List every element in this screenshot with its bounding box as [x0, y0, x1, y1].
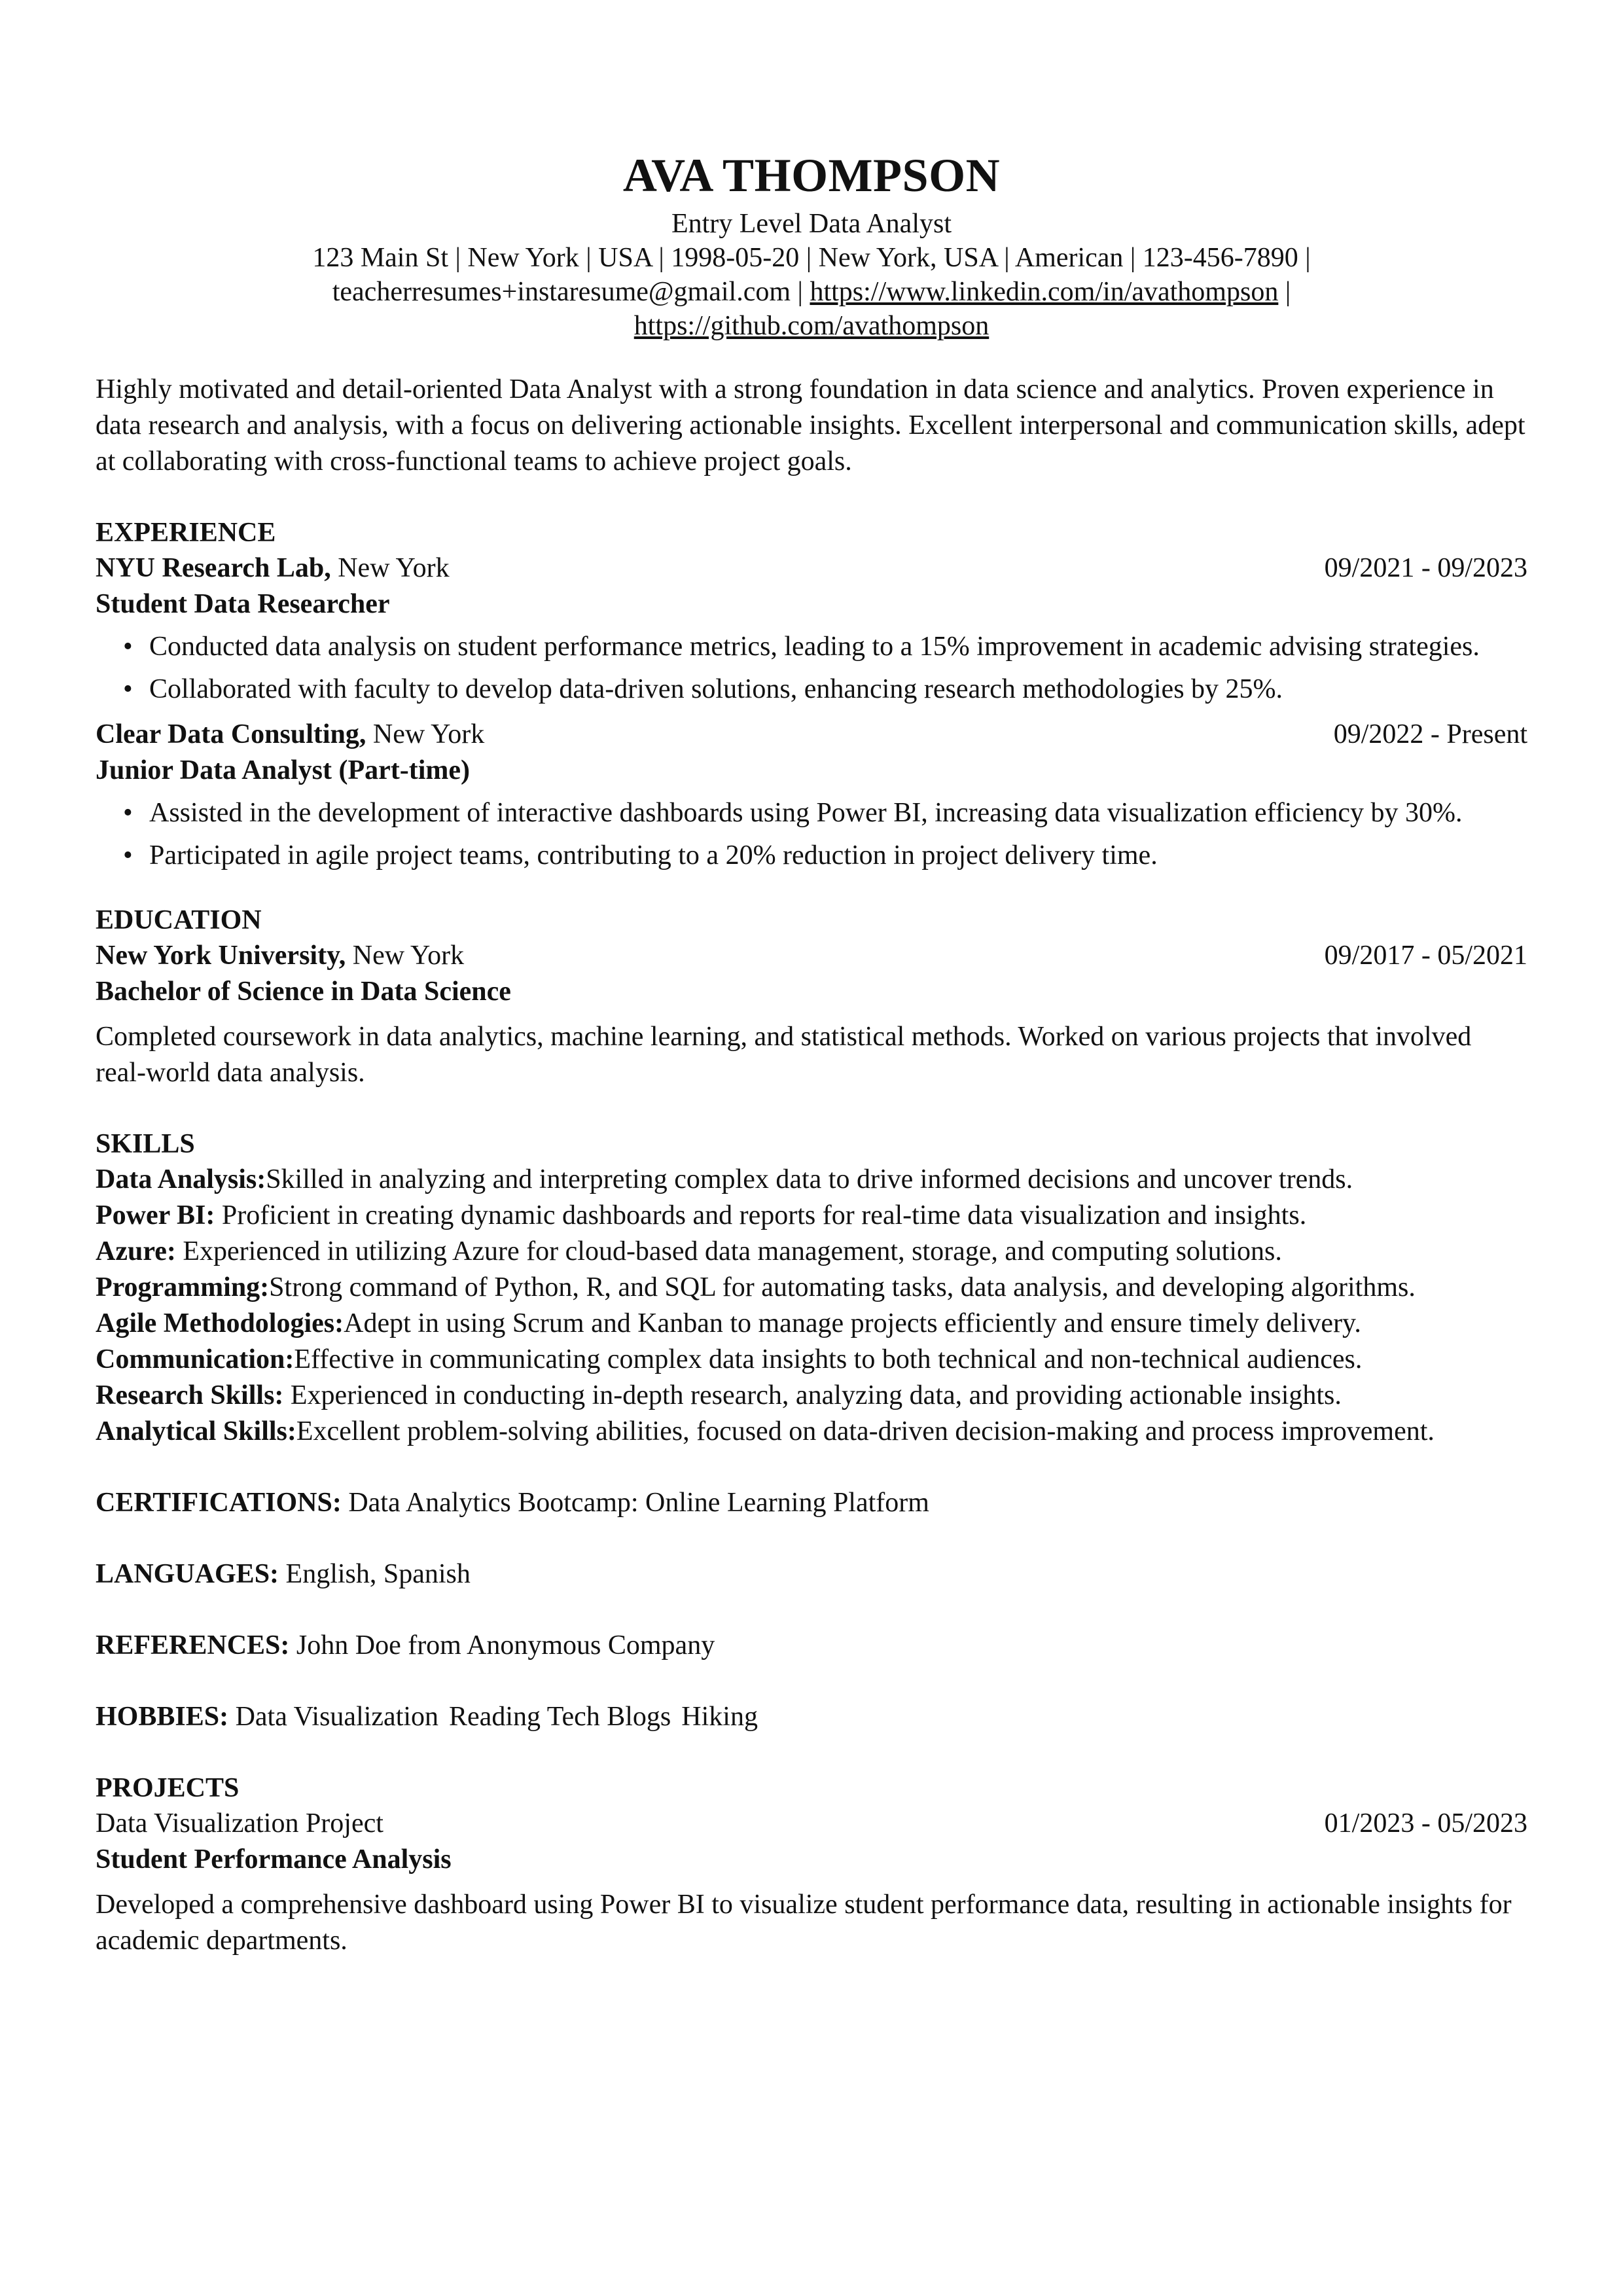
- professional-summary: Highly motivated and detail-oriented Data Analyst with a strong foundation in data science and analytics. Proven experience in data research and analysis, with a focus on delivering actionable insights. Excellent interpersonal and communication skills, adept at collaborating with cross-functional teams to achieve project goals.: [96, 374, 1525, 476]
- role-title: Junior Data Analyst (Part-time): [96, 755, 470, 785]
- bullet-item: [96, 795, 1527, 831]
- references-heading: REFERENCES:: [96, 1630, 290, 1660]
- hobby-item: Reading Tech Blogs: [449, 1702, 671, 1732]
- linkedin-link[interactable]: https://www.linkedin.com/in/avathompson: [810, 277, 1279, 307]
- skill-name: Research Skills:: [96, 1380, 284, 1410]
- skill-name: Azure:: [96, 1236, 176, 1266]
- project-name: Data Visualization Project: [96, 1808, 383, 1839]
- skill-description: Strong command of Python, R, and SQL for automating tasks, data analysis, and developing algorithms.: [269, 1272, 1416, 1302]
- skill-name: Data Analysis:: [96, 1164, 266, 1194]
- github-line: [96, 309, 1527, 343]
- bullet-item: [96, 838, 1527, 874]
- projects-heading: PROJECTS: [96, 1773, 240, 1803]
- experience-entry: [96, 717, 1527, 874]
- education-heading: EDUCATION: [96, 905, 262, 935]
- bullet-dot-icon: •: [123, 632, 133, 662]
- skill-name: Analytical Skills:: [96, 1416, 296, 1446]
- skills-list: [96, 1162, 1527, 1450]
- languages-value: English, Spanish: [279, 1559, 471, 1589]
- location: New York: [330, 553, 450, 583]
- org-name: Clear Data Consulting,: [96, 719, 366, 749]
- skill-description: Excellent problem-solving abilities, focused on data-driven decision-making and process improvement.: [296, 1416, 1435, 1446]
- contact-links: [96, 275, 1527, 309]
- skill-description: Proficient in creating dynamic dashboards and reports for real-time data visualization and insights.: [215, 1200, 1307, 1230]
- hobbies-section: [96, 1699, 1527, 1735]
- experience-entry: [96, 550, 1527, 708]
- skill-item: [96, 1234, 1623, 1270]
- date-range: 09/2022 - Present: [1333, 719, 1527, 749]
- project-subtitle: Student Performance Analysis: [96, 1844, 452, 1874]
- school-name: New York University,: [96, 941, 346, 971]
- bullet-list: [96, 629, 1527, 708]
- date-range: 09/2021 - 09/2023: [1324, 553, 1527, 583]
- hobby-item: Hiking: [681, 1702, 758, 1732]
- certifications-heading: CERTIFICATIONS:: [96, 1488, 342, 1518]
- separator: |: [791, 277, 810, 307]
- bullet-text: Participated in agile project teams, contributing to a 20% reduction in project delivery time.: [149, 840, 1158, 870]
- skill-name: Agile Methodologies:: [96, 1308, 344, 1338]
- hobbies-heading: HOBBIES:: [96, 1702, 229, 1732]
- location: New York: [346, 941, 465, 971]
- role-title: Student Data Researcher: [96, 589, 390, 619]
- languages-section: [96, 1556, 1527, 1592]
- org-name: NYU Research Lab,: [96, 553, 331, 583]
- skill-description: Adept in using Scrum and Kanban to manage projects efficiently and ensure timely delivery.: [344, 1308, 1361, 1338]
- org-location: [96, 938, 464, 974]
- email-text: teacherresumes+instaresume@gmail.com: [332, 277, 791, 307]
- education-description: Completed coursework in data analytics, machine learning, and statistical methods. Worked on various projects that involved real-world data analysis.: [96, 1022, 1472, 1088]
- entry-header-row: [96, 550, 1527, 586]
- references-value: John Doe from Anonymous Company: [289, 1630, 715, 1660]
- github-link[interactable]: https://github.com/avathompson: [633, 311, 990, 341]
- bullet-dot-icon: •: [123, 674, 133, 704]
- bullet-text: Conducted data analysis on student performance metrics, leading to a 15% improvement in academic advising strategies.: [149, 632, 1480, 662]
- bullet-text: Collaborated with faculty to develop data-driven solutions, enhancing research methodologies by 25%.: [149, 674, 1283, 704]
- skill-item: [96, 1342, 1623, 1378]
- project-header-row: [96, 1806, 1527, 1842]
- skill-name: Communication:: [96, 1344, 294, 1374]
- references-section: [96, 1628, 1527, 1664]
- bullet-item: [96, 672, 1527, 708]
- separator: |: [1278, 277, 1291, 307]
- contact-line: 123 Main St | New York | USA | 1998-05-20 | New York, USA | American | 123-456-7890 |: [312, 243, 1311, 273]
- skill-item: [96, 1162, 1623, 1198]
- date-range: 09/2017 - 05/2021: [1324, 941, 1527, 971]
- skill-name: Programming:: [96, 1272, 270, 1302]
- certifications-value: Data Analytics Bootcamp: Online Learning Platform: [341, 1488, 929, 1518]
- bullet-dot-icon: •: [123, 840, 133, 870]
- date-range: 01/2023 - 05/2023: [1324, 1808, 1527, 1839]
- degree-title: Bachelor of Science in Data Science: [96, 977, 511, 1007]
- skill-description: Effective in communicating complex data insights to both technical and non-technical audiences.: [294, 1344, 1363, 1374]
- resume-page: [96, 144, 1527, 1959]
- experience-heading: EXPERIENCE: [96, 518, 276, 548]
- skill-item: [96, 1198, 1623, 1234]
- bullet-dot-icon: •: [123, 798, 133, 828]
- bullet-list: [96, 795, 1527, 874]
- bullet-text: Assisted in the development of interactive dashboards using Power BI, increasing data visualization efficiency by 30%.: [149, 798, 1463, 828]
- org-location: [96, 717, 484, 753]
- skill-item: [96, 1414, 1623, 1450]
- languages-heading: LANGUAGES:: [96, 1559, 279, 1589]
- skill-item: [96, 1378, 1623, 1414]
- org-location: [96, 550, 450, 586]
- job-title: Entry Level Data Analyst: [671, 209, 952, 239]
- skill-description: Experienced in conducting in-depth research, analyzing data, and providing actionable insights.: [283, 1380, 1342, 1410]
- project-description: Developed a comprehensive dashboard using Power BI to visualize student performance data, resulting in actionable insights for academic departments.: [96, 1890, 1512, 1956]
- entry-header-row: [96, 717, 1527, 753]
- resume-header: [96, 144, 1527, 343]
- skill-description: Skilled in analyzing and interpreting complex data to drive informed decisions and uncover trends.: [266, 1164, 1353, 1194]
- education-header-row: [96, 938, 1527, 974]
- skill-item: [96, 1270, 1623, 1306]
- location: New York: [366, 719, 485, 749]
- skill-item: [96, 1306, 1623, 1342]
- certifications-section: [96, 1485, 1527, 1521]
- bullet-item: [96, 629, 1527, 665]
- hobby-item: Data Visualization: [235, 1702, 439, 1732]
- skill-name: Power BI:: [96, 1200, 215, 1230]
- skill-description: Experienced in utilizing Azure for cloud-based data management, storage, and computing solutions.: [175, 1236, 1282, 1266]
- skills-heading: SKILLS: [96, 1129, 195, 1159]
- candidate-name: AVA THOMPSON: [622, 149, 1001, 202]
